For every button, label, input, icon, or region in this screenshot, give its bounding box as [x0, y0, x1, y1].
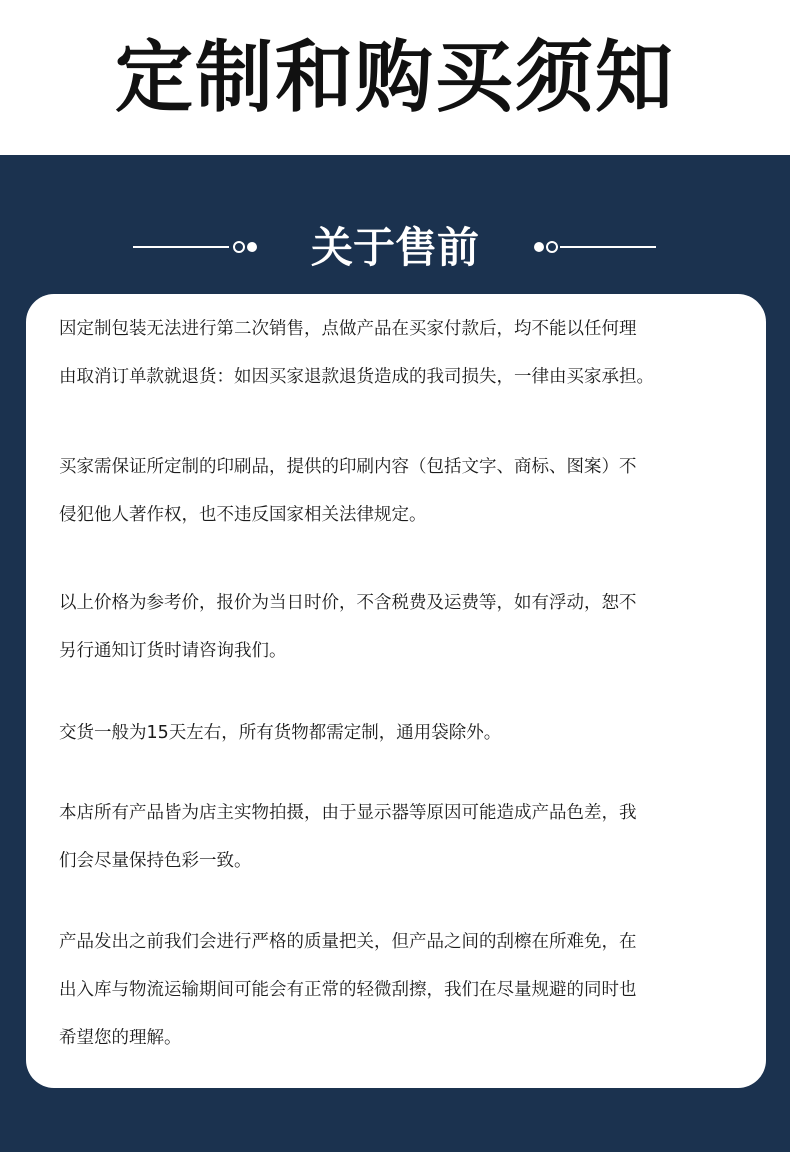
title-decoration-right	[530, 238, 660, 256]
notice-line: 另行通知订货时请咨询我们。	[59, 641, 287, 661]
header	[0, 0, 790, 155]
notice-item	[59, 918, 739, 1062]
notice-item	[59, 443, 739, 539]
notice-item	[59, 305, 739, 401]
notice-line: 希望您的理解。	[59, 1028, 182, 1048]
notice-line: 买家需保证所定制的印刷品，提供的印刷内容（包括文字、商标、图案）不	[59, 457, 637, 477]
notice-line: 出入库与物流运输期间可能会有正常的轻微刮擦，我们在尽量规避的同时也	[59, 980, 637, 1000]
notice-card	[26, 294, 766, 1088]
notice-line: 交货一般为15天左右，所有货物都需定制，通用袋除外。	[59, 723, 502, 743]
notice-line: 产品发出之前我们会进行严格的质量把关，但产品之间的刮檫在所难免，在	[59, 932, 637, 952]
notice-item	[59, 579, 739, 675]
section-title: 关于售前	[310, 223, 479, 272]
notice-line: 侵犯他人著作权，也不违反国家相关法律规定。	[59, 505, 427, 525]
notice-item	[59, 789, 739, 885]
page-title: 定制和购买须知	[114, 33, 675, 123]
notice-item	[59, 709, 739, 757]
notice-line: 因定制包装无法进行第二次销售，点做产品在买家付款后，均不能以任何理	[59, 319, 637, 339]
notice-line: 本店所有产品皆为店主实物拍摄，由于显示器等原因可能造成产品色差，我	[59, 803, 637, 823]
notice-line: 以上价格为参考价，报价为当日时价，不含税费及运费等，如有浮动，恕不	[59, 593, 637, 613]
notice-line: 由取消订单款就退货：如因买家退款退货造成的我司损失，一律由买家承担。	[59, 367, 654, 387]
notice-line: 们会尽量保持色彩一致。	[59, 851, 252, 871]
